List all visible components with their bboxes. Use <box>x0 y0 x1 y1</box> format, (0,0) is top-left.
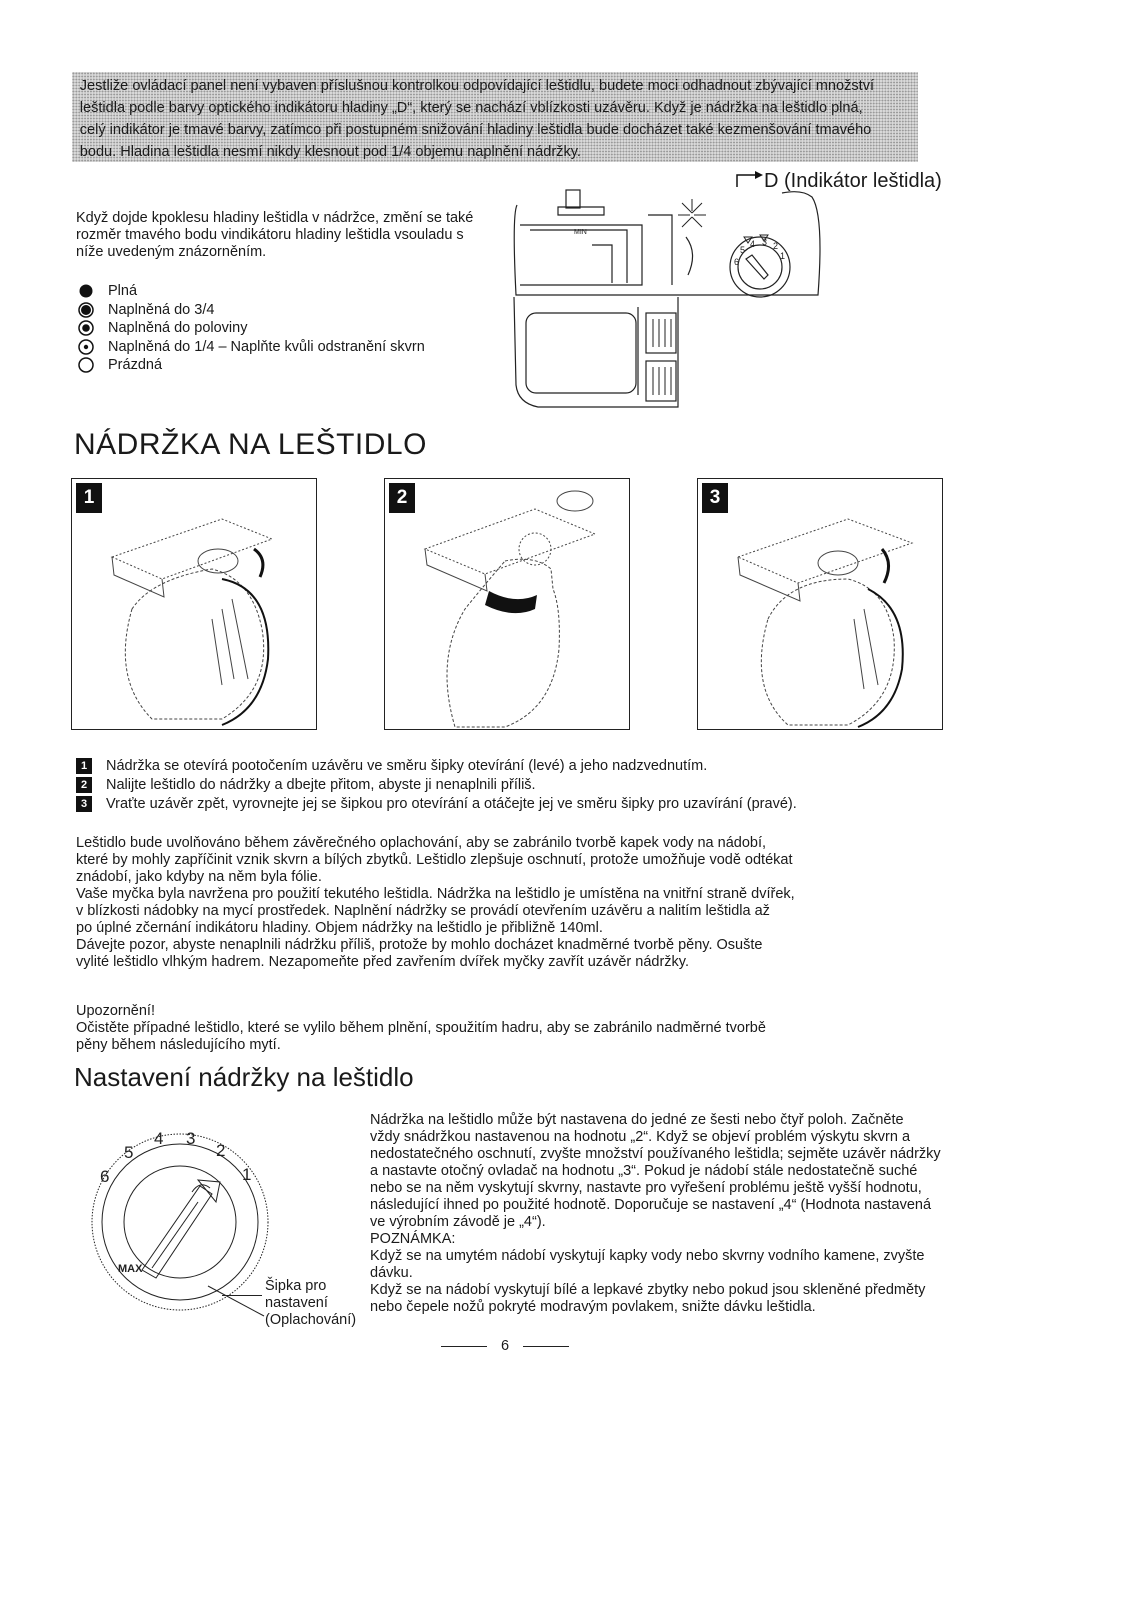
dial-number: 1 <box>242 1165 252 1184</box>
body-line: v blízkosti nádobky na mycí prostředek. Naplnění nádržky se provádí otevřením uzávěru a nalitím leštidla až <box>76 903 770 919</box>
step-number: 3 <box>76 796 92 812</box>
body-line: vylité leštidlo vlhkým hadrem. Nezapomeňte před zavřením dvířek myčky zavřít uzávěr nádržky. <box>76 954 689 970</box>
note-line: bodu. Hladina leštidla nesmí nikdy klesnout pod 1/4 objemu naplnění nádržky. <box>79 143 581 160</box>
step-badge: 2 <box>389 483 415 513</box>
subsection-title: Nastavení nádržky na leštidlo <box>74 1062 414 1092</box>
dial-number: 2 <box>773 241 779 251</box>
dial-number: 6 <box>734 257 740 267</box>
intro-line: rozměr tmavého bodu vindikátoru hladiny leštidla vsouladu s <box>76 227 464 243</box>
step-badge: 3 <box>702 483 728 513</box>
settings-line: nebo čepele nožů pokryté modravým povlakem, snižte dávku leštidla. <box>370 1299 816 1315</box>
step-text: Nádržka se otevírá pootočením uzávěru ve směru šipky otevírání (levé) a jeho nadzvednutím. <box>106 758 708 774</box>
dial-number: 6 <box>100 1167 110 1186</box>
step-item <box>76 776 876 795</box>
legend-item <box>76 356 425 375</box>
settings-paragraph <box>370 1112 950 1316</box>
caption-line: nastavení <box>265 1295 328 1311</box>
settings-line: Když se na nádobí vyskytují bílé a lepkavé zbytky nebo pokud jsou skleněné předměty <box>370 1282 926 1298</box>
settings-line: a nastavte otočný ovladač na hodnotu „3“. Pokud je nádobí stále nedostatečně suché <box>370 1163 918 1179</box>
body-line: Vaše myčka byla navržena pro použití tekutého leštidla. Nádržka na leštidlo je umístěna na vnitřní straně dvířek, <box>76 886 795 902</box>
body-line: Dávejte pozor, abyste nenaplnili nádržku příliš, protože by mohlo docházet knadměrné tvorbě pěny. Osušte <box>76 937 763 953</box>
settings-line: ve výrobním závodě je „4“). <box>370 1214 546 1230</box>
note-line: Jestliže ovládací panel není vybaven příslušnou kontrolkou odpovídající leštidlu, budete moci odhadnout zbývající množství <box>79 77 875 94</box>
step-text: Nalijte leštidlo do nádržky a dbejte přitom, abyste ji nenaplnili příliš. <box>106 777 536 793</box>
dial-number: 5 <box>740 245 746 255</box>
settings-line: POZNÁMKA: <box>370 1231 456 1247</box>
step-text: Vraťte uzávěr zpět, vyrovnejte jej se šipkou pro otevírání a otáčejte jej ve směru šipky pro uzavírání (pravé). <box>106 796 797 812</box>
warning-line: Očistěte případné leštidlo, které se vylilo během plnění, spoužitím hadru, aby se zabránilo nadměrné tvorbě <box>76 1020 766 1036</box>
step-image-1 <box>71 478 317 730</box>
legend-item <box>76 319 425 338</box>
section-title: NÁDRŽKA NA LEŠTIDLO <box>74 428 427 461</box>
dial-number: 2 <box>216 1141 226 1160</box>
note-box <box>72 72 918 162</box>
settings-line: Nádržka na leštidlo může být nastavena do jedné ze šesti nebo čtyř poloh. Začněte <box>370 1112 904 1128</box>
dial-number: 4 <box>750 239 756 249</box>
step-item <box>76 757 876 776</box>
page-rule-right <box>523 1346 569 1347</box>
note-line: celý indikátor je tmavé barvy, zatímco při postupném snižování hladiny leštidla bude docházet také kezmenšování tmavého <box>79 121 872 138</box>
settings-line: dávku. <box>370 1265 413 1281</box>
settings-line: vždy snádržkou nastavenou na hodnotu „2“. Když se objeví problém výskytu skvrn a <box>370 1129 911 1145</box>
legend-label: Naplněná do poloviny <box>108 320 248 336</box>
dot-quarter-icon <box>76 339 96 355</box>
dispenser-diagram <box>512 185 822 413</box>
dot-three-quarter-icon <box>76 302 96 318</box>
legend-item <box>76 282 425 301</box>
step-image-3 <box>697 478 943 730</box>
page-rule-left <box>441 1346 487 1347</box>
pour-rinse-aid-illustration <box>385 479 630 730</box>
caption-line: Šipka pro <box>265 1278 327 1294</box>
dial-number: 1 <box>780 251 786 261</box>
settings-line: Když se na umytém nádobí vyskytují kapky vody nebo skvrny vodního kamene, zvyšte <box>370 1248 925 1264</box>
dial-number: 5 <box>124 1143 134 1162</box>
caption-line: (Oplachování) <box>265 1312 357 1328</box>
legend-item <box>76 301 425 320</box>
step-image-2 <box>384 478 630 730</box>
dot-half-icon <box>76 320 96 336</box>
settings-line: následující ihned po použité hodnotě. Doporučuje se nastavení „4“ (Hodnota nastavená <box>370 1197 932 1213</box>
legend-label: Naplněná do 1/4 – Naplňte kvůli odstranění skvrn <box>108 338 425 355</box>
body-line: znádobí, jako kdyby na něm byla fólie. <box>76 869 322 885</box>
step-number: 2 <box>76 777 92 793</box>
empty-ring-icon <box>76 357 96 373</box>
caption-leader <box>222 1295 262 1296</box>
indicator-label-text: D (Indikátor leštidla) <box>764 170 942 192</box>
step-badge: 1 <box>76 483 102 513</box>
body-line: které by mohly zapříčinit vznik skvrn a bílých zbytků. Leštidlo zlepšuje oschnutí, protože umožňuje vodě odtékat <box>76 852 793 868</box>
level-legend <box>76 282 425 375</box>
indicator-intro <box>76 210 516 261</box>
pointer-line <box>208 1286 264 1316</box>
legend-label: Plná <box>108 283 138 299</box>
warning-title: Upozornění! <box>76 1003 155 1019</box>
dial-figure <box>80 1122 280 1322</box>
step-item <box>76 795 876 814</box>
legend-item <box>76 338 425 357</box>
arrow-caption <box>265 1278 356 1329</box>
note-line: leštidla podle barvy optického indikátoru hladiny „D“, který se nachází vblízkosti uzávěru. Když je nádržka na leštidlo plná, <box>79 99 863 116</box>
filled-dot-icon <box>76 283 96 299</box>
warning-block <box>76 1003 826 1054</box>
legend-label: Prázdná <box>108 357 163 373</box>
settings-line: nebo se na něm vyskytují skvrny, nastavte pro vyřešení problému ještě vyšší hodnotu, <box>370 1180 922 1196</box>
warning-line: pěny během následujícího mytí. <box>76 1037 281 1053</box>
max-label: MAX <box>118 1263 143 1275</box>
page-number <box>430 1338 580 1354</box>
legend-label: Naplněná do 3/4 <box>108 301 215 318</box>
body-paragraph <box>76 835 826 971</box>
open-cap-illustration <box>72 479 317 730</box>
settings-line: nedostatečného oschnutí, zvyšte množství používaného leštidla; sejměte uzávěr nádržky <box>370 1146 941 1162</box>
step-list <box>76 757 876 814</box>
intro-line: Když dojde kpoklesu hladiny leštidla v nádržce, změní se také <box>76 210 474 226</box>
body-line: po úplné zčernání indikátoru hladiny. Objem nádržky na leštidlo je přibližně 140ml. <box>76 920 603 936</box>
close-cap-illustration <box>698 479 943 730</box>
min-mark: MIN <box>574 229 587 236</box>
body-line: Leštidlo bude uvolňováno během závěrečného oplachování, aby se zabránilo tvorbě kapek vody na nádobí, <box>76 835 767 851</box>
intro-line: níže uvedeným znázorněním. <box>76 244 267 260</box>
dial-number: 3 <box>186 1129 196 1148</box>
dial-number: 4 <box>154 1129 164 1148</box>
page-number-text: 6 <box>500 1338 510 1354</box>
dial-number: 3 <box>762 237 768 247</box>
step-number: 1 <box>76 758 92 774</box>
